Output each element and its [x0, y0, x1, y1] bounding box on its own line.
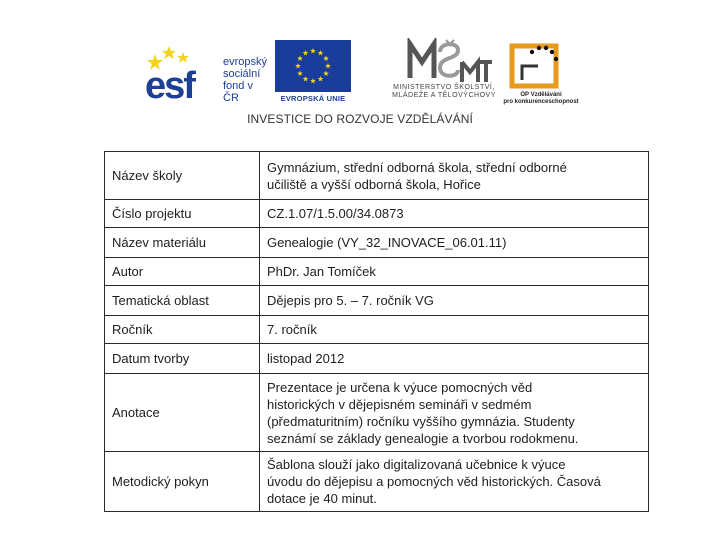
logo-strip — [140, 38, 580, 108]
row-value-line: Gymnázium, střední odborná škola, střední odborné — [267, 159, 567, 175]
row-label: Číslo projektu — [105, 200, 260, 228]
tagline: INVESTICE DO ROZVOJE VZDĚLÁVÁNÍ — [247, 112, 473, 126]
esf-logo — [145, 40, 268, 104]
msmt-mark-icon — [388, 38, 500, 84]
table-row — [105, 228, 649, 258]
table-row — [105, 374, 649, 452]
row-value-line: seznámí se základy genealogie a tvorbou rodokmenu. — [267, 430, 579, 446]
table-row — [105, 200, 649, 228]
row-value — [260, 152, 649, 200]
esf-text-line: sociální — [223, 68, 261, 80]
row-value-line: Genealogie (VY_32_INOVACE_06.01.11) — [267, 235, 507, 250]
row-value-line: CZ.1.07/1.5.00/34.0873 — [267, 206, 404, 221]
row-value — [260, 374, 649, 452]
row-value — [260, 344, 649, 374]
op-caption-line: OP Vzdělávání — [520, 92, 562, 98]
row-label: Anotace — [105, 374, 260, 452]
esf-text-line: evropský — [223, 56, 268, 68]
row-value — [260, 200, 649, 228]
table-row — [105, 152, 649, 200]
eu-caption: EVROPSKÁ UNIE — [280, 94, 346, 103]
row-label: Název školy — [105, 152, 260, 200]
row-value — [260, 316, 649, 344]
row-value-line: Dějepis pro 5. – 7. ročník VG — [267, 293, 434, 308]
table-row — [105, 316, 649, 344]
row-value — [260, 228, 649, 258]
row-value-line: (předmaturitním) ročníku vyššího gymnázia. Studenty — [267, 413, 575, 429]
esf-mark-text: esf — [145, 65, 194, 102]
row-label: Datum tvorby — [105, 344, 260, 374]
esf-mark-icon — [145, 40, 223, 102]
msmt-caption — [388, 84, 500, 100]
row-label: Tematická oblast — [105, 286, 260, 316]
table-row — [105, 258, 649, 286]
table-row — [105, 344, 649, 374]
eu-logo — [275, 40, 351, 104]
op-mark-icon — [502, 40, 576, 92]
row-value — [260, 452, 649, 512]
row-value-line: úvodu do dějepisu a pomocných věd historických. Časová — [267, 474, 601, 489]
row-value-line: učiliště a vyšší odborná škola, Hořice — [267, 176, 481, 192]
project-info-table — [104, 151, 632, 512]
row-value-line: dotace je 40 minut. — [267, 491, 377, 506]
op-caption-line: pro konkurenceschopnost — [503, 99, 579, 105]
esf-text-line: fond v ČR — [223, 80, 253, 104]
msmt-logo — [388, 38, 498, 104]
row-value-line: 7. ročník — [267, 322, 317, 337]
row-label: Ročník — [105, 316, 260, 344]
eu-flag-icon — [275, 40, 351, 92]
row-value — [260, 286, 649, 316]
table-row — [105, 286, 649, 316]
row-value-line: PhDr. Jan Tomíček — [267, 264, 376, 279]
row-value-line: Šablona slouží jako digitalizovaná učebnice k výuce — [267, 457, 566, 472]
table-row — [105, 452, 649, 512]
row-value-line: historických v dějepisném semináři v sedmém — [267, 396, 532, 412]
row-value-line: Prezentace je určena k výuce pomocných věd — [267, 379, 533, 395]
msmt-caption-line: MINISTERSTVO ŠKOLSTVÍ, — [393, 84, 495, 91]
op-logo — [502, 40, 579, 106]
row-value-line: listopad 2012 — [267, 351, 345, 366]
row-label: Název materiálu — [105, 228, 260, 258]
row-value — [260, 258, 649, 286]
msmt-caption-line: MLÁDEŽE A TĚLOVÝCHOVY — [392, 92, 496, 99]
esf-text — [223, 56, 267, 104]
row-label: Metodický pokyn — [105, 452, 260, 512]
row-label: Autor — [105, 258, 260, 286]
op-caption — [496, 92, 586, 106]
